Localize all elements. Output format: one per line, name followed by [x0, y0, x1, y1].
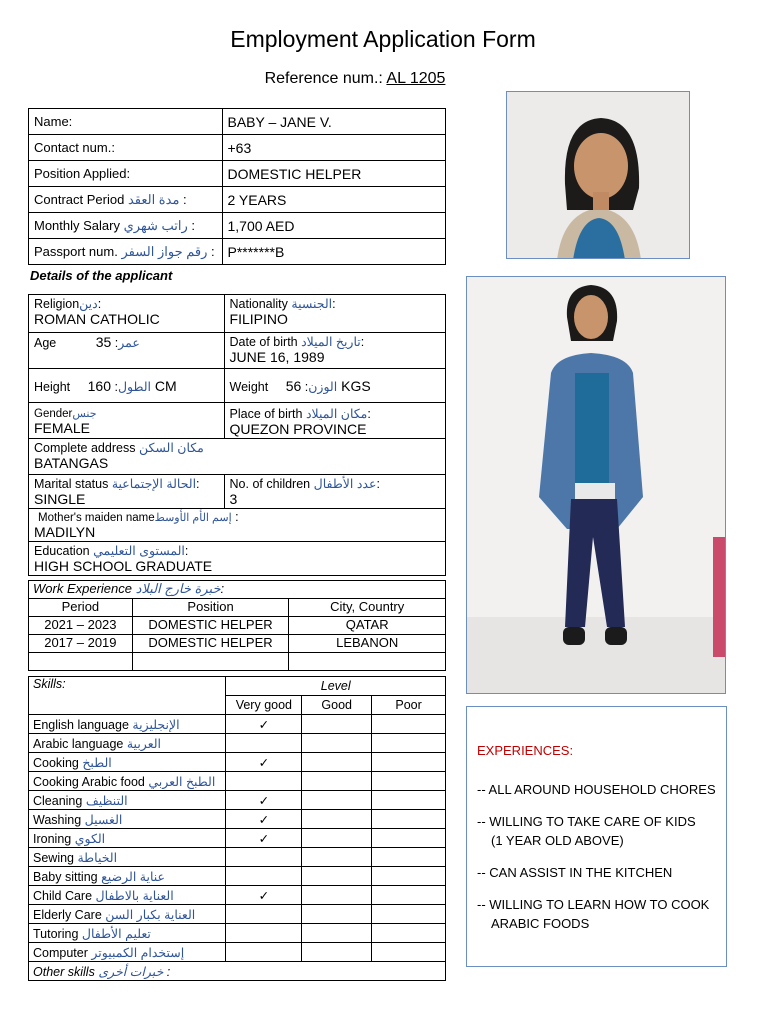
skill-row: [29, 810, 446, 829]
skill-level-vg: [226, 791, 302, 810]
table-row: [29, 617, 446, 635]
children-value: 3: [229, 491, 238, 507]
check-icon: ✓: [258, 793, 270, 808]
check-icon: ✓: [258, 888, 270, 903]
table-row-empty: [29, 653, 446, 671]
skill-row: [29, 943, 446, 962]
skill-name: English language الإنجليزية: [29, 715, 226, 734]
work-position: DOMESTIC HELPER: [132, 635, 289, 653]
info-value: +63: [222, 135, 446, 161]
skill-level-p: [372, 715, 446, 734]
height-cell: Height الطول: 160 CM: [29, 369, 225, 403]
table-row: [29, 635, 446, 653]
skill-level-p: [372, 886, 446, 905]
skill-level-vg: [226, 734, 302, 753]
list-item: -- WILLING TO TAKE CARE OF KIDS (1 YEAR OLD ABOVE): [477, 814, 696, 848]
skill-row: [29, 753, 446, 772]
skill-level-g: [302, 905, 372, 924]
gender-value: FEMALE: [34, 420, 91, 436]
skill-level-g: [302, 867, 372, 886]
skill-level-p: [372, 867, 446, 886]
work-col-period: Period: [29, 599, 133, 617]
skill-name: Baby sitting عناية الرضيع: [29, 867, 226, 886]
info-row: [29, 213, 446, 239]
check-icon: ✓: [258, 755, 270, 770]
skill-row: [29, 905, 446, 924]
skill-level-g: [302, 886, 372, 905]
work-heading: Work Experience خبرة خارج البلاد:: [29, 581, 446, 599]
weight-value: 56 KGS: [285, 377, 371, 394]
check-icon: ✓: [258, 717, 270, 732]
marital-cell: Marital status الحالة الإجتماعية: SINGLE: [29, 475, 225, 509]
skill-row: [29, 715, 446, 734]
info-row: [29, 187, 446, 213]
skill-name: Cleaning التنظيف: [29, 791, 226, 810]
skill-row: [29, 734, 446, 753]
skill-row: [29, 924, 446, 943]
weight-cell: Weight الوزن: 56 KGS: [224, 369, 445, 403]
reference-value: AL 1205: [386, 70, 446, 87]
skill-level-g: [302, 943, 372, 962]
info-value: P*******B: [222, 239, 446, 265]
skill-level-p: [372, 905, 446, 924]
applicant-full-body-photo: [466, 276, 726, 694]
level-very-good: Very good: [226, 696, 302, 715]
skill-name: Tutoring تعليم الأطفال: [29, 924, 226, 943]
dob-value: JUNE 16, 1989: [229, 349, 325, 365]
skill-name: Arabic language العربية: [29, 734, 226, 753]
skill-level-vg: [226, 886, 302, 905]
skill-level-g: [302, 829, 372, 848]
info-row: [29, 109, 446, 135]
work-col-city: City, Country: [289, 599, 446, 617]
skills-table: [28, 676, 446, 981]
work-experience-table: [28, 580, 446, 671]
pob-cell: Place of birth مكان الميلاد: QUEZON PROVINCE: [224, 403, 445, 439]
pob-value: QUEZON PROVINCE: [229, 421, 367, 437]
skill-level-p: [372, 848, 446, 867]
applicant-info-table: [28, 108, 446, 265]
mother-cell: Mother's maiden nameإسم الأم الأوسط : MADILYN: [29, 509, 446, 542]
check-icon: ✓: [258, 831, 270, 846]
skill-row: [29, 886, 446, 905]
address-cell: Complete address مكان السكن BATANGAS: [29, 439, 446, 475]
skill-level-vg: [226, 810, 302, 829]
skill-level-vg: [226, 943, 302, 962]
skill-level-vg: [226, 905, 302, 924]
skill-level-p: [372, 734, 446, 753]
info-label: Contract Period مدة العقد :: [29, 187, 223, 213]
children-cell: No. of children عدد الأطفال: 3: [224, 475, 445, 509]
nationality-value: FILIPINO: [229, 311, 288, 327]
skill-level-p: [372, 772, 446, 791]
skill-name: Cooking الطبخ: [29, 753, 226, 772]
skill-level-p: [372, 829, 446, 848]
skill-level-g: [302, 734, 372, 753]
gender-cell: Genderجنس FEMALE: [29, 403, 225, 439]
skills-heading: Skills:: [29, 677, 226, 715]
skill-name: Washing الغسيل: [29, 810, 226, 829]
skill-row: [29, 848, 446, 867]
reference-label: Reference num.:: [264, 70, 383, 87]
age-cell: Age عمر: 35: [29, 333, 225, 369]
info-row: [29, 161, 446, 187]
education-cell: Education المستوى التعليمي: HIGH SCHOOL GRADUATE: [29, 542, 446, 576]
work-position: DOMESTIC HELPER: [132, 617, 289, 635]
experiences-title: EXPERIENCES:: [477, 743, 574, 758]
skill-level-p: [372, 924, 446, 943]
skill-level-p: [372, 810, 446, 829]
info-label: Passport num. رقم جواز السفر :: [29, 239, 223, 265]
info-value: 2 YEARS: [222, 187, 446, 213]
mother-value: MADILYN: [34, 524, 96, 540]
skill-level-vg: [226, 867, 302, 886]
details-heading: Details of the applicant: [30, 268, 173, 283]
skill-name: Cooking Arabic food الطبخ العربي: [29, 772, 226, 791]
skill-level-vg: [226, 753, 302, 772]
skill-level-g: [302, 753, 372, 772]
applicant-details-table: [28, 294, 446, 576]
skill-level-vg: [226, 829, 302, 848]
religion-cell: Religionدين: ROMAN CATHOLIC: [29, 295, 225, 333]
list-item: -- WILLING TO LEARN HOW TO COOK ARABIC FOODS: [477, 897, 710, 931]
work-period: 2021 – 2023: [29, 617, 133, 635]
full-body-illustration: [467, 277, 726, 694]
info-label: Name:: [29, 109, 223, 135]
skill-level-g: [302, 810, 372, 829]
info-value: 1,700 AED: [222, 213, 446, 239]
education-value: HIGH SCHOOL GRADUATE: [34, 558, 213, 574]
work-city: QATAR: [289, 617, 446, 635]
skill-level-p: [372, 753, 446, 772]
skill-level-vg: [226, 848, 302, 867]
info-label: Contact num.:: [29, 135, 223, 161]
info-row: [29, 135, 446, 161]
skill-name: Ironing الكوي: [29, 829, 226, 848]
info-value: BABY – JANE V.: [222, 109, 446, 135]
dob-cell: Date of birth تاريخ الميلاد: JUNE 16, 1989: [224, 333, 445, 369]
skill-name: Child Care العناية بالاطفال: [29, 886, 226, 905]
work-col-position: Position: [132, 599, 289, 617]
other-skills-row: [29, 962, 446, 981]
skill-name: Computer إستخدام الكمبيوتر: [29, 943, 226, 962]
skill-row: [29, 791, 446, 810]
form-title: Employment Application Form: [230, 26, 536, 52]
skill-level-g: [302, 715, 372, 734]
skill-level-vg: [226, 715, 302, 734]
skill-name: Elderly Care العناية بكبار السن: [29, 905, 226, 924]
level-good: Good: [302, 696, 372, 715]
reference-number: [0, 70, 710, 88]
work-city: LEBANON: [289, 635, 446, 653]
work-period: 2017 – 2019: [29, 635, 133, 653]
nationality-cell: Nationality الجنسية: FILIPINO: [224, 295, 445, 333]
age-value: 35: [95, 334, 112, 350]
other-skills: Other skills خبرات أخرى :: [29, 962, 446, 981]
info-label: Position Applied:: [29, 161, 223, 187]
skill-level-g: [302, 848, 372, 867]
skill-level-vg: [226, 924, 302, 943]
list-item: -- ALL AROUND HOUSEHOLD CHORES: [477, 782, 716, 797]
skill-level-p: [372, 791, 446, 810]
skill-name: Sewing الخياطة: [29, 848, 226, 867]
list-item: -- CAN ASSIST IN THE KITCHEN: [477, 865, 673, 880]
skill-row: [29, 867, 446, 886]
info-label: Monthly Salary راتب شهري :: [29, 213, 223, 239]
skill-level-g: [302, 791, 372, 810]
address-value: BATANGAS: [34, 455, 109, 471]
level-poor: Poor: [372, 696, 446, 715]
check-icon: ✓: [258, 812, 270, 827]
height-value: 160 CM: [87, 377, 177, 394]
religion-value: ROMAN CATHOLIC: [34, 311, 160, 327]
applicant-portrait-photo: [506, 91, 690, 259]
skill-row: [29, 829, 446, 848]
skill-level-g: [302, 924, 372, 943]
skill-level-p: [372, 943, 446, 962]
marital-value: SINGLE: [34, 491, 86, 507]
skill-level-vg: [226, 772, 302, 791]
experiences-box: [466, 706, 727, 967]
info-row: [29, 239, 446, 265]
info-value: DOMESTIC HELPER: [222, 161, 446, 187]
skill-level-g: [302, 772, 372, 791]
skill-row: [29, 772, 446, 791]
level-heading: Level: [226, 677, 446, 696]
portrait-illustration: [507, 92, 690, 259]
